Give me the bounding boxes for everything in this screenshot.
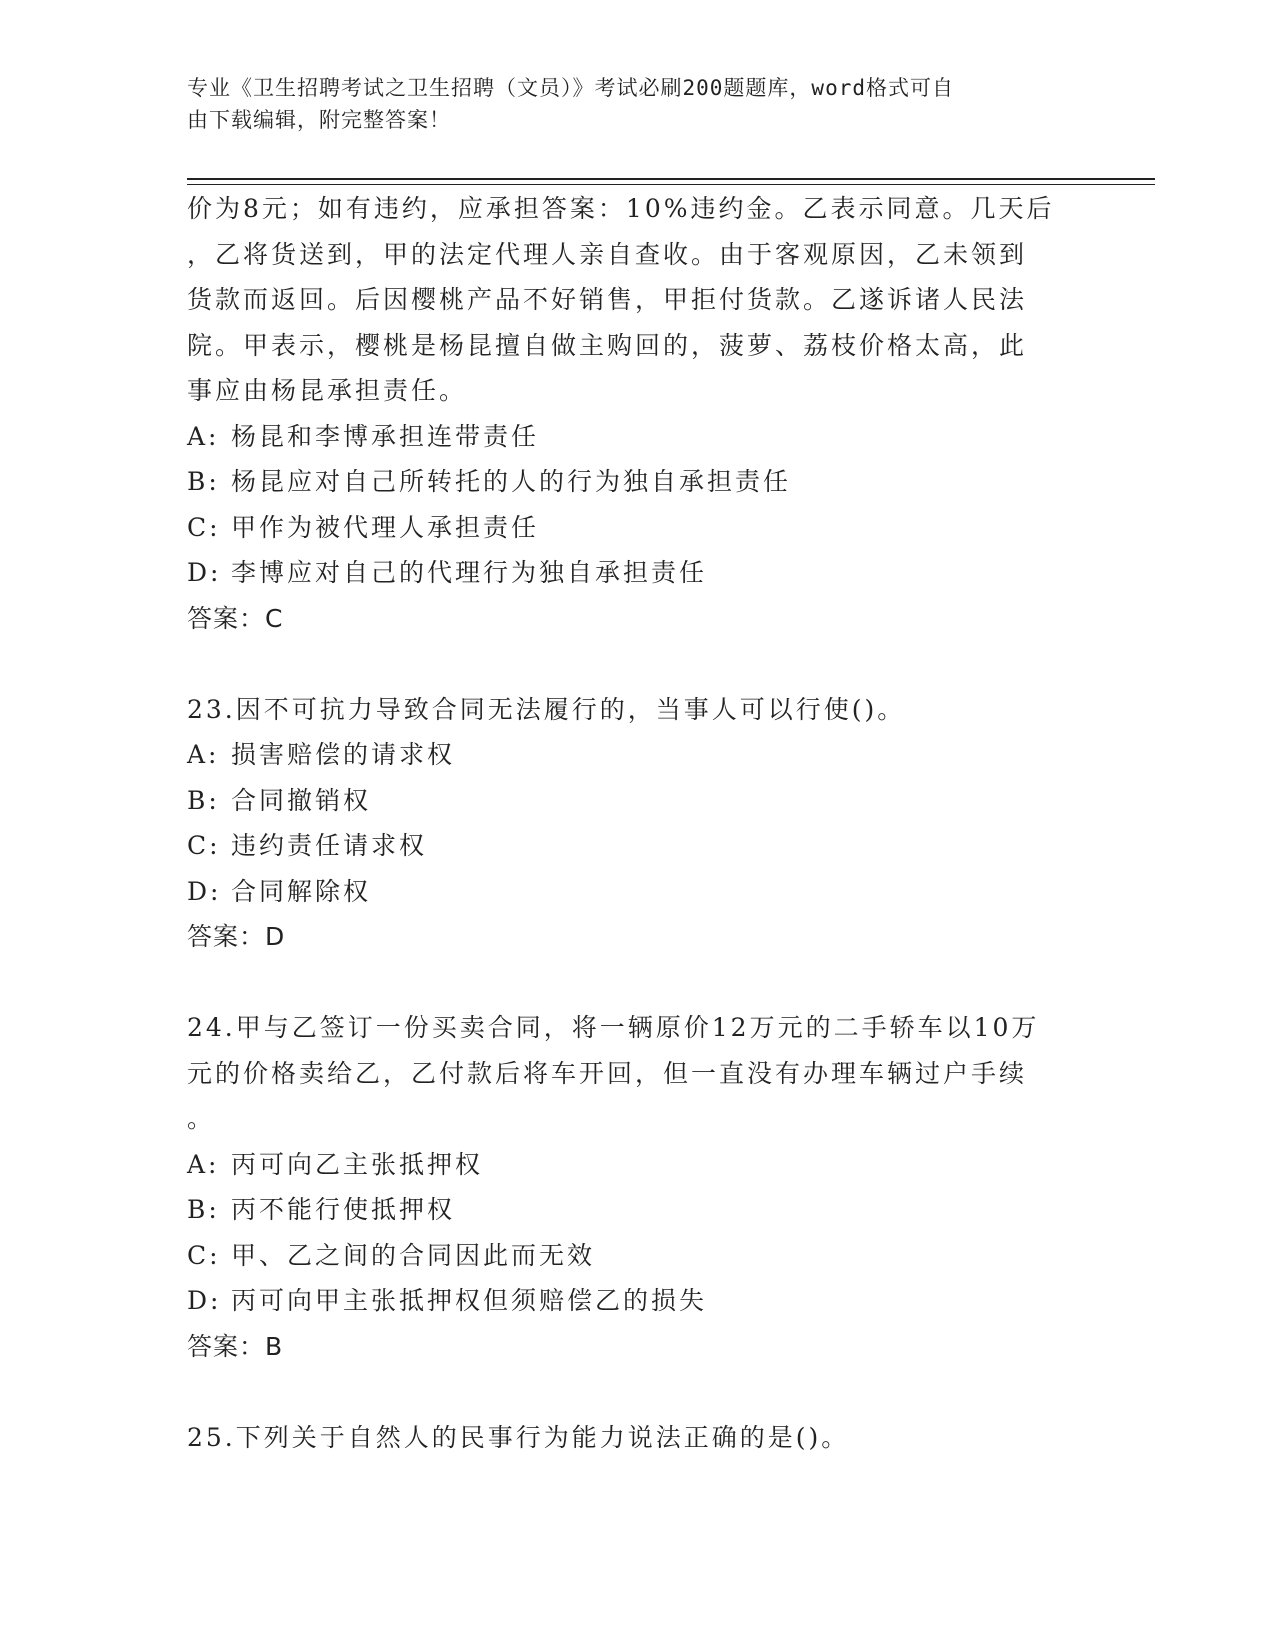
- question-text-line: 货款而返回。后因樱桃产品不好销售，甲拒付货款。乙遂诉诸人民法: [187, 285, 1028, 314]
- option-key: A:: [187, 740, 220, 769]
- answer-label: 答案：D: [187, 922, 286, 951]
- option-text: 李博应对自己的代理行为独自承担责任: [231, 558, 708, 587]
- option-c: [187, 823, 1087, 869]
- option-text: 丙不能行使抵押权: [231, 1195, 456, 1224]
- option-text: 损害赔偿的请求权: [231, 740, 456, 769]
- question-24: [187, 1005, 1087, 1369]
- spacer: [187, 1369, 1087, 1415]
- option-d: [187, 1278, 1087, 1324]
- question-23: [187, 687, 1087, 960]
- question-text-line: 事应由杨昆承担责任。: [187, 376, 468, 405]
- header-divider-thin: [187, 184, 1155, 185]
- option-key: A:: [187, 1149, 220, 1179]
- question-text-line: 25.下列关于自然人的民事行为能力说法正确的是()。: [187, 1422, 850, 1452]
- option-key: B:: [187, 1195, 220, 1224]
- option-key: A:: [187, 421, 220, 451]
- question-text-line: 。: [187, 1104, 216, 1133]
- option-a: [187, 414, 1087, 460]
- option-text: 违约责任请求权: [231, 831, 428, 860]
- question-text-line: 价为8元；如有违约，应承担答案：10%违约金。乙表示同意。几天后: [187, 194, 1055, 223]
- option-c: [187, 505, 1087, 551]
- option-c: [187, 1233, 1087, 1279]
- header-divider-thick: [187, 178, 1155, 180]
- question-text-line: ，乙将货送到，甲的法定代理人亲自查收。由于客观原因，乙未领到: [187, 239, 1028, 269]
- spacer: [187, 641, 1087, 687]
- option-key: C:: [187, 831, 221, 860]
- option-text: 杨昆应对自己所转托的人的行为独自承担责任: [231, 467, 792, 496]
- option-b: [187, 778, 1087, 824]
- option-b: [187, 1187, 1087, 1233]
- option-d: [187, 869, 1087, 915]
- option-text: 丙可向甲主张抵押权但须赔偿乙的损失: [231, 1286, 708, 1315]
- option-a: [187, 1142, 1087, 1188]
- option-d: [187, 550, 1087, 596]
- header-line-2: 由下载编辑，附完整答案！: [187, 108, 451, 132]
- option-text: 甲作为被代理人承担责任: [231, 512, 540, 542]
- answer-label: 答案：B: [187, 1331, 284, 1361]
- spacer: [187, 960, 1087, 1006]
- option-text: 甲、乙之间的合同因此而无效: [231, 1240, 596, 1270]
- option-a: [187, 732, 1087, 778]
- question-text-line: 院。甲表示，樱桃是杨昆擅自做主购回的，菠萝、荔枝价格太高，此: [187, 330, 1028, 360]
- answer-label: 答案：C: [187, 603, 284, 633]
- document-body: [187, 186, 1087, 1460]
- document-header: [187, 72, 1067, 136]
- option-text: 合同撤销权: [231, 785, 372, 815]
- option-key: C:: [187, 1240, 221, 1270]
- option-key: B:: [187, 467, 220, 496]
- option-key: C:: [187, 512, 221, 542]
- question-text-line: 24.甲与乙签订一份买卖合同，将一辆原价12万元的二手轿车以10万: [187, 1013, 1040, 1042]
- option-text: 合同解除权: [231, 876, 372, 906]
- question-22-continuation: [187, 186, 1087, 641]
- option-text: 丙可向乙主张抵押权: [231, 1149, 484, 1179]
- question-text-line: 元的价格卖给乙，乙付款后将车开回，但一直没有办理车辆过户手续: [187, 1058, 1028, 1088]
- option-key: D:: [187, 876, 222, 906]
- option-key: B:: [187, 785, 220, 815]
- question-text-line: 23.因不可抗力导致合同无法履行的，当事人可以行使()。: [187, 694, 906, 724]
- option-b: [187, 459, 1087, 505]
- question-25: [187, 1415, 1087, 1461]
- option-key: D:: [187, 558, 222, 587]
- option-text: 杨昆和李博承担连带责任: [231, 421, 540, 451]
- header-line-1: 专业《卫生招聘考试之卫生招聘（文员）》考试必刷200题题库，word格式可自: [187, 76, 954, 100]
- option-key: D:: [187, 1286, 222, 1315]
